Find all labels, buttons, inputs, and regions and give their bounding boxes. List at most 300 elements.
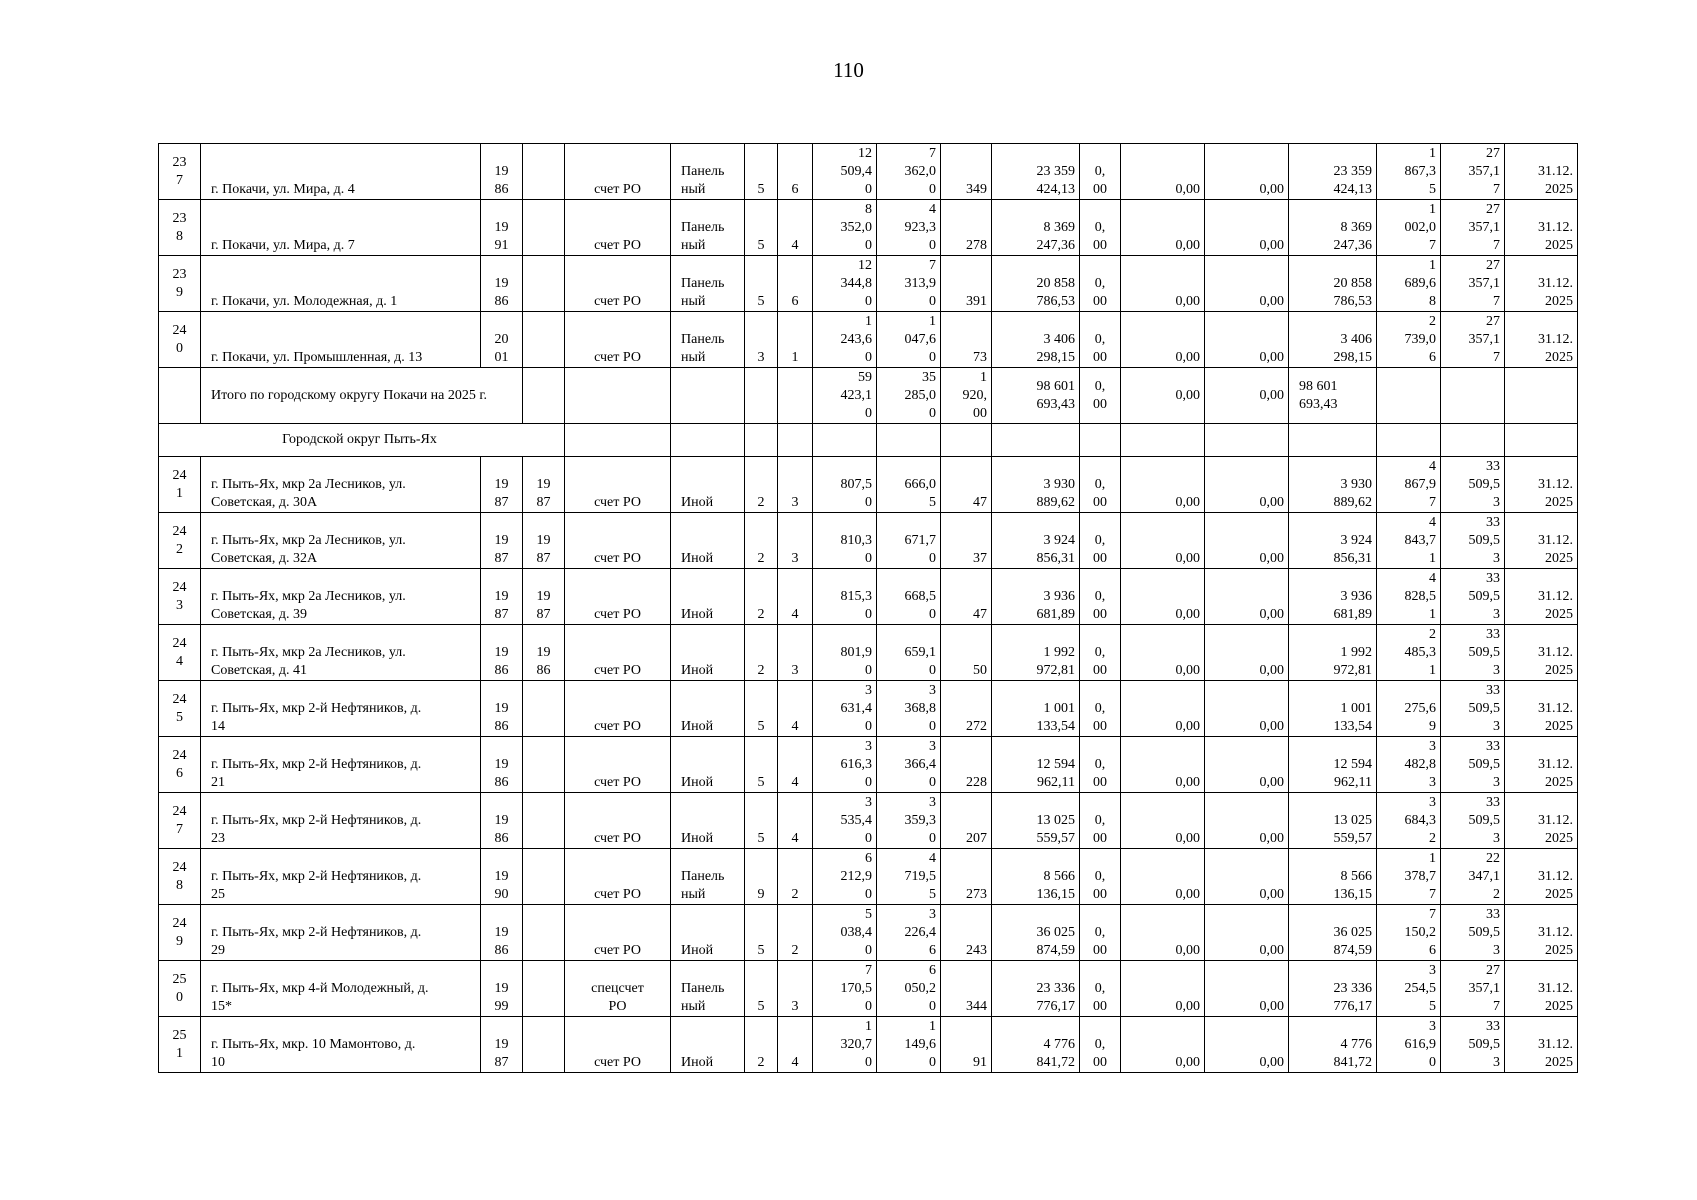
cost-regional-cell: 0,00 [1121,569,1205,625]
address-cell: г. Покачи, ул. Промышленная, д. 13 [201,312,481,368]
cost-owners-cell: 98 601 693,43 [1289,368,1377,424]
max-unit-cost-cell: 33 509,5 3 [1441,1017,1505,1073]
row-number: 24 3 [159,569,201,625]
cost-local-cell: 0,00 [1205,312,1289,368]
address-cell: г. Пыть-Ях, мкр 2а Лесников, ул. Советская, д. 30А [201,457,481,513]
table-row [159,312,1578,368]
total-area-cell: 12 509,4 0 [813,144,877,200]
table-row [159,793,1578,849]
year-commissioned-cell: 19 86 [523,625,565,681]
table-row [159,513,1578,569]
address-cell: г. Пыть-Ях, мкр 2-й Нефтяников, д. 23 [201,793,481,849]
completion-date-cell: 31.12. 2025 [1505,256,1578,312]
entrances-cell: 2 [778,849,813,905]
table-row [159,457,1578,513]
entrances-cell: 1 [778,312,813,368]
wall-material-cell: Иной [671,457,745,513]
completion-date-cell: 31.12. 2025 [1505,312,1578,368]
floors-cell: 5 [745,256,778,312]
empty-cell [1205,424,1289,457]
year-built-cell: 19 87 [481,457,523,513]
living-area-cell: 3 359,3 0 [877,793,941,849]
unit-cost-cell: 7 150,2 6 [1377,905,1441,961]
living-area-cell: 6 050,2 0 [877,961,941,1017]
cost-regional-cell: 0,00 [1121,144,1205,200]
cost-regional-cell: 0,00 [1121,513,1205,569]
empty-cell [992,424,1080,457]
empty-cell [565,424,671,457]
fund-method-cell: счет РО [565,457,671,513]
empty-cell [745,368,778,424]
year-commissioned-cell [523,312,565,368]
table-row [159,905,1578,961]
row-number: 24 5 [159,681,201,737]
year-commissioned-cell [523,961,565,1017]
cost-total-cell: 13 025 559,57 [992,793,1080,849]
cost-local-cell: 0,00 [1205,256,1289,312]
completion-date-cell: 31.12. 2025 [1505,200,1578,256]
max-unit-cost-cell: 33 509,5 3 [1441,737,1505,793]
cost-owners-cell: 1 992 972,81 [1289,625,1377,681]
cost-owners-cell: 3 924 856,31 [1289,513,1377,569]
cost-total-cell: 3 930 889,62 [992,457,1080,513]
residents-cell: 37 [941,513,992,569]
residents-cell: 1 920, 00 [941,368,992,424]
total-area-cell: 12 344,8 0 [813,256,877,312]
cost-federal-cell: 0, 00 [1080,312,1121,368]
cost-federal-cell: 0, 00 [1080,457,1121,513]
wall-material-cell: Панель ный [671,849,745,905]
floors-cell: 5 [745,737,778,793]
year-built-cell: 19 86 [481,793,523,849]
floors-cell: 3 [745,312,778,368]
entrances-cell: 3 [778,513,813,569]
cost-federal-cell: 0, 00 [1080,569,1121,625]
unit-cost-cell: 4 843,7 1 [1377,513,1441,569]
total-area-cell: 810,3 0 [813,513,877,569]
cost-total-cell: 1 992 972,81 [992,625,1080,681]
cost-local-cell: 0,00 [1205,144,1289,200]
year-built-cell: 19 86 [481,737,523,793]
address-cell: г. Покачи, ул. Мира, д. 7 [201,200,481,256]
year-commissioned-cell: 19 87 [523,513,565,569]
cost-total-cell: 4 776 841,72 [992,1017,1080,1073]
table-row [159,200,1578,256]
completion-date-cell: 31.12. 2025 [1505,513,1578,569]
empty-cell [671,424,745,457]
empty-cell [778,424,813,457]
wall-material-cell: Панель ный [671,144,745,200]
floors-cell: 2 [745,1017,778,1073]
cost-federal-cell: 0, 00 [1080,200,1121,256]
cost-federal-cell: 0, 00 [1080,961,1121,1017]
cost-regional-cell: 0,00 [1121,200,1205,256]
fund-method-cell: счет РО [565,1017,671,1073]
max-unit-cost-cell: 33 509,5 3 [1441,569,1505,625]
table-row [159,256,1578,312]
year-commissioned-cell [523,200,565,256]
wall-material-cell: Иной [671,513,745,569]
address-cell: г. Покачи, ул. Мира, д. 4 [201,144,481,200]
floors-cell: 5 [745,144,778,200]
entrances-cell: 4 [778,1017,813,1073]
row-number [159,368,201,424]
living-area-cell: 666,0 5 [877,457,941,513]
cost-local-cell: 0,00 [1205,681,1289,737]
living-area-cell: 3 366,4 0 [877,737,941,793]
unit-cost-cell: 1 002,0 7 [1377,200,1441,256]
cost-regional-cell: 0,00 [1121,312,1205,368]
total-area-cell: 6 212,9 0 [813,849,877,905]
fund-method-cell: счет РО [565,625,671,681]
cost-federal-cell: 0, 00 [1080,513,1121,569]
max-unit-cost-cell: 33 509,5 3 [1441,457,1505,513]
floors-cell: 5 [745,681,778,737]
max-unit-cost-cell: 27 357,1 7 [1441,200,1505,256]
cost-regional-cell: 0,00 [1121,256,1205,312]
year-built-cell: 19 87 [481,513,523,569]
cost-total-cell: 23 336 776,17 [992,961,1080,1017]
entrances-cell: 3 [778,961,813,1017]
cost-owners-cell: 4 776 841,72 [1289,1017,1377,1073]
cost-owners-cell: 36 025 874,59 [1289,905,1377,961]
year-commissioned-cell [523,905,565,961]
cost-owners-cell: 1 001 133,54 [1289,681,1377,737]
cost-federal-cell: 0, 00 [1080,625,1121,681]
living-area-cell: 7 313,9 0 [877,256,941,312]
entrances-cell: 2 [778,905,813,961]
address-cell: г. Пыть-Ях, мкр 2-й Нефтяников, д. 21 [201,737,481,793]
table-row [159,569,1578,625]
fund-method-cell: счет РО [565,681,671,737]
cost-federal-cell: 0, 00 [1080,144,1121,200]
cost-federal-cell: 0, 00 [1080,905,1121,961]
empty-cell [1505,368,1578,424]
residents-cell: 73 [941,312,992,368]
cost-local-cell: 0,00 [1205,457,1289,513]
max-unit-cost-cell: 33 509,5 3 [1441,681,1505,737]
empty-cell [745,424,778,457]
address-cell: г. Пыть-Ях, мкр 2-й Нефтяников, д. 14 [201,681,481,737]
total-area-cell: 7 170,5 0 [813,961,877,1017]
cost-regional-cell: 0,00 [1121,681,1205,737]
cost-local-cell: 0,00 [1205,200,1289,256]
address-cell: г. Покачи, ул. Молодежная, д. 1 [201,256,481,312]
table-row [159,625,1578,681]
fund-method-cell: счет РО [565,200,671,256]
fund-method-cell: счет РО [565,905,671,961]
year-built-cell: 19 87 [481,1017,523,1073]
residents-cell: 243 [941,905,992,961]
year-commissioned-cell [523,1017,565,1073]
empty-cell [813,424,877,457]
fund-method-cell: счет РО [565,513,671,569]
fund-method-cell: счет РО [565,737,671,793]
cost-federal-cell: 0, 00 [1080,256,1121,312]
completion-date-cell: 31.12. 2025 [1505,849,1578,905]
empty-cell [565,368,671,424]
year-commissioned-cell: 19 87 [523,569,565,625]
cost-owners-cell: 20 858 786,53 [1289,256,1377,312]
floors-cell: 2 [745,513,778,569]
floors-cell: 2 [745,569,778,625]
completion-date-cell: 31.12. 2025 [1505,144,1578,200]
wall-material-cell: Иной [671,905,745,961]
cost-total-cell: 8 566 136,15 [992,849,1080,905]
row-number: 24 4 [159,625,201,681]
floors-cell: 2 [745,457,778,513]
living-area-cell: 1 149,6 0 [877,1017,941,1073]
residents-cell: 91 [941,1017,992,1073]
empty-cell [1377,368,1441,424]
fund-method-cell: счет РО [565,144,671,200]
row-number: 25 1 [159,1017,201,1073]
empty-cell [877,424,941,457]
cost-regional-cell: 0,00 [1121,849,1205,905]
cost-local-cell: 0,00 [1205,849,1289,905]
cost-local-cell: 0,00 [1205,569,1289,625]
wall-material-cell: Иной [671,681,745,737]
entrances-cell: 4 [778,569,813,625]
cost-owners-cell: 23 336 776,17 [1289,961,1377,1017]
living-area-cell: 3 368,8 0 [877,681,941,737]
year-built-cell: 19 86 [481,681,523,737]
year-built-cell: 19 86 [481,905,523,961]
unit-cost-cell: 1 867,3 5 [1377,144,1441,200]
cost-regional-cell: 0,00 [1121,625,1205,681]
fund-method-cell: счет РО [565,793,671,849]
entrances-cell: 4 [778,793,813,849]
fund-method-cell: счет РО [565,569,671,625]
cost-local-cell: 0,00 [1205,513,1289,569]
cost-owners-cell: 23 359 424,13 [1289,144,1377,200]
entrances-cell: 6 [778,144,813,200]
entrances-cell: 4 [778,681,813,737]
wall-material-cell: Панель ный [671,256,745,312]
residents-cell: 47 [941,569,992,625]
floors-cell: 5 [745,793,778,849]
total-area-cell: 5 038,4 0 [813,905,877,961]
living-area-cell: 659,1 0 [877,625,941,681]
address-cell: г. Пыть-Ях, мкр 2-й Нефтяников, д. 29 [201,905,481,961]
cost-local-cell: 0,00 [1205,961,1289,1017]
total-area-cell: 3 631,4 0 [813,681,877,737]
year-built-cell: 19 90 [481,849,523,905]
entrances-cell: 3 [778,625,813,681]
max-unit-cost-cell: 27 357,1 7 [1441,256,1505,312]
row-number: 23 8 [159,200,201,256]
empty-cell [1080,424,1121,457]
wall-material-cell: Иной [671,1017,745,1073]
cost-regional-cell: 0,00 [1121,961,1205,1017]
register-table [158,143,1578,1073]
unit-cost-cell: 3 616,9 0 [1377,1017,1441,1073]
year-built-cell: 20 01 [481,312,523,368]
empty-cell [1377,424,1441,457]
total-area-cell: 3 616,3 0 [813,737,877,793]
cost-regional-cell: 0,00 [1121,737,1205,793]
floors-cell: 5 [745,905,778,961]
wall-material-cell: Иной [671,625,745,681]
living-area-cell: 4 923,3 0 [877,200,941,256]
year-commissioned-cell [523,256,565,312]
address-cell: г. Пыть-Ях, мкр 2-й Нефтяников, д. 25 [201,849,481,905]
wall-material-cell: Иной [671,793,745,849]
unit-cost-cell: 4 867,9 7 [1377,457,1441,513]
address-cell: г. Пыть-Ях, мкр 2а Лесников, ул. Советская, д. 39 [201,569,481,625]
living-area-cell: 668,5 0 [877,569,941,625]
year-built-cell: 19 86 [481,144,523,200]
residents-cell: 47 [941,457,992,513]
floors-cell: 5 [745,200,778,256]
address-cell: г. Пыть-Ях, мкр. 10 Мамонтово, д. 10 [201,1017,481,1073]
cost-total-cell: 12 594 962,11 [992,737,1080,793]
cost-federal-cell: 0, 00 [1080,849,1121,905]
table-row [159,849,1578,905]
cost-total-cell: 3 924 856,31 [992,513,1080,569]
wall-material-cell: Панель ный [671,312,745,368]
cost-federal-cell: 0, 00 [1080,368,1121,424]
completion-date-cell: 31.12. 2025 [1505,905,1578,961]
row-number: 24 9 [159,905,201,961]
max-unit-cost-cell: 27 357,1 7 [1441,312,1505,368]
cost-total-cell: 8 369 247,36 [992,200,1080,256]
section-row [159,424,1578,457]
residents-cell: 344 [941,961,992,1017]
total-row [159,368,1578,424]
year-commissioned-cell: 19 87 [523,457,565,513]
table-row [159,1017,1578,1073]
unit-cost-cell: 275,6 9 [1377,681,1441,737]
address-cell: г. Пыть-Ях, мкр 4-й Молодежный, д. 15* [201,961,481,1017]
year-built-cell: 19 91 [481,200,523,256]
year-built-cell: 19 86 [481,625,523,681]
year-commissioned-cell [523,793,565,849]
total-area-cell: 59 423,1 0 [813,368,877,424]
cost-regional-cell: 0,00 [1121,793,1205,849]
cost-total-cell: 98 601 693,43 [992,368,1080,424]
entrances-cell: 4 [778,737,813,793]
living-area-cell: 7 362,0 0 [877,144,941,200]
empty-cell [1121,424,1205,457]
cost-federal-cell: 0, 00 [1080,737,1121,793]
entrances-cell: 3 [778,457,813,513]
section-title: Городской округ Пыть-Ях [159,424,565,457]
table-row [159,737,1578,793]
max-unit-cost-cell: 33 509,5 3 [1441,513,1505,569]
row-number: 24 2 [159,513,201,569]
max-unit-cost-cell: 33 509,5 3 [1441,625,1505,681]
cost-local-cell: 0,00 [1205,368,1289,424]
total-area-cell: 815,3 0 [813,569,877,625]
max-unit-cost-cell: 27 357,1 7 [1441,144,1505,200]
cost-owners-cell: 3 406 298,15 [1289,312,1377,368]
wall-material-cell: Иной [671,569,745,625]
empty-cell [941,424,992,457]
max-unit-cost-cell: 27 357,1 7 [1441,961,1505,1017]
residents-cell: 278 [941,200,992,256]
empty-cell [778,368,813,424]
year-commissioned-cell [523,144,565,200]
fund-method-cell: счет РО [565,312,671,368]
fund-method-cell: спецсчет РО [565,961,671,1017]
row-number: 24 1 [159,457,201,513]
table-row [159,144,1578,200]
unit-cost-cell: 4 828,5 1 [1377,569,1441,625]
address-cell: г. Пыть-Ях, мкр 2а Лесников, ул. Советская, д. 41 [201,625,481,681]
total-area-cell: 1 320,7 0 [813,1017,877,1073]
total-area-cell: 807,5 0 [813,457,877,513]
residents-cell: 391 [941,256,992,312]
table-row [159,681,1578,737]
floors-cell: 2 [745,625,778,681]
completion-date-cell: 31.12. 2025 [1505,457,1578,513]
year-commissioned-cell [523,681,565,737]
unit-cost-cell: 2 739,0 6 [1377,312,1441,368]
row-number: 23 7 [159,144,201,200]
cost-local-cell: 0,00 [1205,737,1289,793]
residents-cell: 272 [941,681,992,737]
fund-method-cell: счет РО [565,849,671,905]
year-built-cell: 19 87 [481,569,523,625]
cost-local-cell: 0,00 [1205,625,1289,681]
fund-method-cell: счет РО [565,256,671,312]
residents-cell: 228 [941,737,992,793]
wall-material-cell: Иной [671,737,745,793]
row-number: 25 0 [159,961,201,1017]
residents-cell: 207 [941,793,992,849]
completion-date-cell: 31.12. 2025 [1505,1017,1578,1073]
max-unit-cost-cell: 33 509,5 3 [1441,905,1505,961]
residents-cell: 349 [941,144,992,200]
year-commissioned-cell [523,737,565,793]
cost-regional-cell: 0,00 [1121,905,1205,961]
unit-cost-cell: 1 689,6 8 [1377,256,1441,312]
completion-date-cell: 31.12. 2025 [1505,569,1578,625]
living-area-cell: 671,7 0 [877,513,941,569]
cost-owners-cell: 3 936 681,89 [1289,569,1377,625]
cost-total-cell: 36 025 874,59 [992,905,1080,961]
unit-cost-cell: 3 254,5 5 [1377,961,1441,1017]
living-area-cell: 3 226,4 6 [877,905,941,961]
completion-date-cell: 31.12. 2025 [1505,681,1578,737]
living-area-cell: 35 285,0 0 [877,368,941,424]
floors-cell: 5 [745,961,778,1017]
empty-cell [1289,424,1377,457]
year-built-cell: 19 99 [481,961,523,1017]
cost-owners-cell: 8 566 136,15 [1289,849,1377,905]
cost-total-cell: 20 858 786,53 [992,256,1080,312]
table-row [159,961,1578,1017]
address-cell: г. Пыть-Ях, мкр 2а Лесников, ул. Советская, д. 32А [201,513,481,569]
max-unit-cost-cell: 22 347,1 2 [1441,849,1505,905]
row-number: 24 0 [159,312,201,368]
cost-regional-cell: 0,00 [1121,1017,1205,1073]
total-area-cell: 3 535,4 0 [813,793,877,849]
cost-federal-cell: 0, 00 [1080,681,1121,737]
cost-regional-cell: 0,00 [1121,368,1205,424]
cost-local-cell: 0,00 [1205,1017,1289,1073]
row-number: 24 6 [159,737,201,793]
residents-cell: 50 [941,625,992,681]
entrances-cell: 4 [778,200,813,256]
cost-total-cell: 3 406 298,15 [992,312,1080,368]
year-built-cell: 19 86 [481,256,523,312]
empty-cell [523,368,565,424]
unit-cost-cell: 2 485,3 1 [1377,625,1441,681]
residents-cell: 273 [941,849,992,905]
row-number: 23 9 [159,256,201,312]
